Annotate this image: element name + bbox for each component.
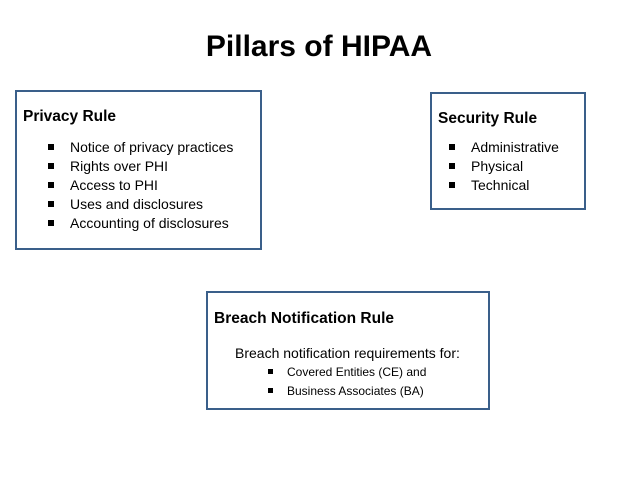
security-rule-list xyxy=(471,138,559,195)
security-rule-title: Security Rule xyxy=(438,110,538,127)
breach-rule-title: Breach Notification Rule xyxy=(214,310,394,327)
breach-rule-intro: Breach notification requirements for: xyxy=(235,345,460,361)
security-rule-box xyxy=(430,92,586,210)
privacy-rule-title: Privacy Rule xyxy=(23,108,117,125)
privacy-rule-item: Uses and disclosures xyxy=(70,195,233,214)
privacy-rule-item: Access to PHI xyxy=(70,176,233,195)
privacy-rule-list xyxy=(70,138,233,233)
security-rule-item: Physical xyxy=(471,157,559,176)
breach-notification-rule-box xyxy=(206,291,490,410)
breach-rule-item: Business Associates (BA) xyxy=(287,382,426,401)
privacy-rule-item: Notice of privacy practices xyxy=(70,139,234,155)
breach-rule-list xyxy=(287,363,426,401)
breach-rule-item: Covered Entities (CE) and xyxy=(287,363,426,382)
privacy-rule-item: Rights over PHI xyxy=(70,157,233,176)
privacy-rule-item: Accounting of disclosures xyxy=(70,214,233,233)
security-rule-item: Administrative xyxy=(471,139,559,155)
page-title: Pillars of HIPAA xyxy=(205,30,433,63)
security-rule-item: Technical xyxy=(471,176,559,195)
privacy-rule-box xyxy=(15,90,262,250)
